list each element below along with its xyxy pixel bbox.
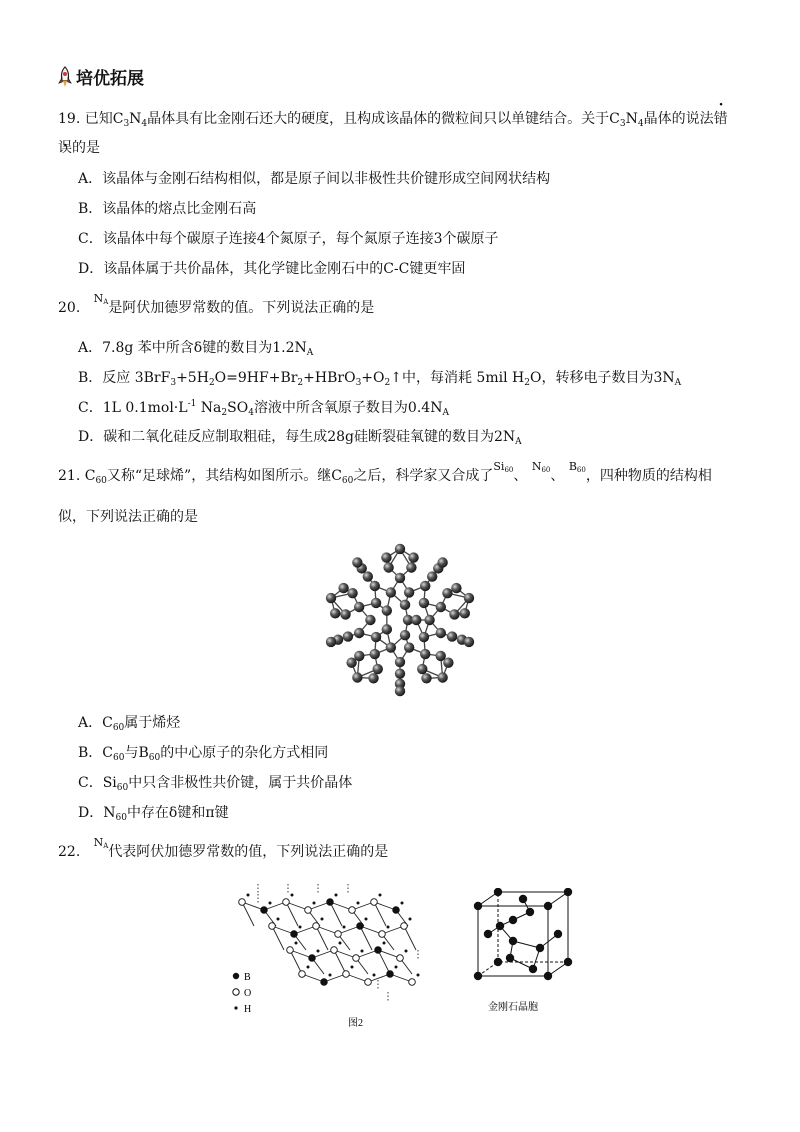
oxygen-atom [349,907,356,914]
hydrogen-atom [247,894,250,897]
c60-carbon-atom [460,608,470,618]
diamond-unit-cell-figure [468,888,578,1018]
q21-option-b: B．$C_{60}$与$B_{60}$的中心原子的杂化方式相同 [78,745,329,763]
c60-carbon-atom [370,581,380,591]
c60-carbon-atom [420,649,430,659]
oxygen-atom [371,899,378,906]
hydrogen-atom [409,918,412,921]
carbon-atom [474,902,482,910]
c60-carbon-atom [330,608,340,618]
boron-atom [387,971,394,978]
carbon-atom [506,954,514,962]
hydrogen-atom [335,894,338,897]
q21-option-a: A．$C_{60}$属于烯烃 [78,715,181,733]
c60-carbon-atom [437,557,447,567]
c60-carbon-atom [437,672,447,682]
boron-atom [357,923,364,930]
c60-carbon-atom [326,593,336,603]
boron-atom [393,907,400,914]
c60-carbon-atom [419,598,429,608]
carbon-atom [519,895,527,903]
c60-carbon-atom [420,581,430,591]
hydrogen-atom [277,918,280,921]
carbon-atom [554,930,562,938]
c60-carbon-atom [424,615,434,625]
c60-carbon-atom [383,562,393,572]
c60-carbon-atom [447,631,457,641]
oxygen-atom [379,931,386,938]
hydrogen-atom [395,966,398,969]
c60-carbon-atom [417,664,427,674]
q19-option-a: A．该晶体与金刚石结构相似，都是原子间以非极性共价键形成空间网状结构 [78,171,551,187]
c60-carbon-atom [451,583,461,593]
c60-carbon-atom [395,573,405,583]
boric-acid-structure-figure [228,880,428,1030]
c60-carbon-atom [400,600,410,610]
hydrogen-atom [291,894,294,897]
hydrogen-atom [313,902,316,905]
boron-atom [291,931,298,938]
oxygen-atom [283,899,290,906]
oxygen-atom [353,955,360,962]
c60-carbon-atom [404,642,414,652]
carbon-atom [564,888,572,896]
hydrogen-atom [373,974,376,977]
c60-carbon-atom [386,587,396,597]
hydrogen-atom [269,902,272,905]
boron-atom [375,947,382,954]
q20-option-a: A．7.8g 苯中所含δ键的数目为$1.2N_A$ [78,340,314,358]
c60-carbon-atom [338,583,348,593]
oxygen-atom [331,947,338,954]
hydrogen-atom [365,918,368,921]
carbon-atom [544,972,552,980]
carbon-atom [496,922,504,930]
oxygen-atom [287,947,294,954]
carbon-atom [544,902,552,910]
c60-carbon-atom [354,602,364,612]
q19-stem-line2: 误的是 [58,140,100,156]
q21-option-c: C．$Si_{60}$中只含非极性共价键，属于共价晶体 [78,775,353,793]
oxygen-atom [409,979,416,986]
q19-option-c: C．该晶体中每个碳原子连接4个氮原子，每个氮原子连接3个碳原子 [78,231,499,247]
carbon-atom [564,958,572,966]
c60-carbon-atom [347,588,357,598]
hydrogen-atom [379,894,382,897]
rocket-icon [56,66,74,88]
c60-carbon-atom [449,609,459,619]
oxygen-atom [397,955,404,962]
carbon-atom [536,944,544,952]
c60-carbon-atom [354,628,364,638]
c60-carbon-atom [395,657,405,667]
fig2-caption: 图2 [348,1018,363,1029]
carbon-atom [474,972,482,980]
c60-carbon-atom [464,593,474,603]
oxygen-atom [343,971,350,978]
c60-carbon-atom [352,557,362,567]
c60-carbon-atom [395,686,405,696]
c60-carbon-atom [464,637,474,647]
q20-stem: 20. $N_A$是阿伏加德罗常数的值。下列说法正确的是 [58,292,375,316]
c60-carbon-atom [343,631,353,641]
hydrogen-atom [361,950,364,953]
carbon-atom [509,916,517,924]
hydrogen-atom [343,926,346,929]
c60-carbon-atom [443,658,453,668]
oxygen-atom [299,971,306,978]
c60-carbon-atom [368,673,378,683]
oxygen-atom [305,907,312,914]
c60-carbon-atom [400,630,410,640]
oxygen-atom [239,899,246,906]
q21-option-d: D．$N_{60}$中存在δ键和π键 [78,805,229,823]
boron-atom [261,907,268,914]
q21-stem-line2: 似，下列说法正确的是 [58,509,198,525]
oxygen-atom [269,923,276,930]
q19-stem: 19. 已知$C_3N_4$晶体具有比金刚石还大的硬度，且构成该晶体的微粒间只以单键结合。关于$C_3N_4$晶体的说法错 [58,111,728,129]
hydrogen-atom [417,974,420,977]
c60-carbon-atom [371,632,381,642]
c60-carbon-atom [371,598,381,608]
c60-carbon-atom [386,642,396,652]
carbon-atom [494,958,502,966]
hydrogen-atom [321,918,324,921]
oxygen-atom [365,979,372,986]
oxygen-atom [401,923,408,930]
boron-atom [321,979,328,986]
q19-option-b: B．该晶体的熔点比金刚石高 [78,201,257,217]
c60-carbon-atom [365,615,375,625]
c60-carbon-atom [352,672,362,682]
carbon-atom [526,908,534,916]
c60-carbon-atom [411,615,421,625]
na-symbol: $N_A$ [93,292,109,306]
q20-option-d: D．碳和二氧化硅反应制取粗硅，每生成28g硅断裂硅氧键的数目为$2N_A$ [78,429,522,447]
hydrogen-atom [339,942,342,945]
boron-atom [327,899,334,906]
hydrogen-atom [383,942,386,945]
na-symbol: $N_A$ [93,836,109,850]
carbon-atom [494,888,502,896]
figure-legend [233,972,251,1015]
emphasis-mark: 错 [713,111,728,127]
oxygen-atom [313,923,320,930]
c60-carbon-atom [421,673,431,683]
hydrogen-atom [329,974,332,977]
c60-carbon-atom [373,664,383,674]
c60-carbon-atom [382,605,392,615]
hydrogen-atom [405,950,408,953]
c60-carbon-atom [381,552,391,562]
q20-option-c: C．1L $0.1mol\cdot L^{-1}$ $Na_2SO_4$溶液中所含氧原子数目为$0.4N_A$ [78,399,449,418]
carbon-atom [529,965,537,973]
svg-text:H: H [244,1004,252,1015]
brand-text: 培优拓展 [76,69,144,89]
c60-carbon-atom [442,588,452,598]
q19-option-d: D．该晶体属于共价晶体，其化学键比金刚石中的C-C键更牢固 [78,261,466,277]
c60-carbon-atom [326,637,336,647]
c60-carbon-atom [408,552,418,562]
c60-carbon-atom [406,562,416,572]
oxygen-atom [335,931,342,938]
c60-carbon-atom [395,668,405,678]
hydrogen-atom [387,926,390,929]
svg-text:B: B [244,972,251,983]
c60-carbon-atom [395,544,405,554]
hydrogen-atom [401,902,404,905]
c60-carbon-atom [382,624,392,634]
carbon-atom [484,930,492,938]
hydrogen-atom [307,966,310,969]
q21-stem: 21. $C_{60}$又称“足球烯”，其结构如图所示。继$C_{60}$之后，科学家又合成了$Si_{60}$、 $N_{60}$、 $B_{60}$，四种物质的结构相 [58,460,712,486]
q22-stem: 22. $N_A$代表阿伏加德罗常数的值，下列说法正确的是 [58,836,389,860]
c60-carbon-atom [346,658,356,668]
svg-text:O: O [244,988,252,999]
hydrogen-atom [357,902,360,905]
carbon-atom [509,937,517,945]
c60-carbon-atom [436,628,446,638]
hydrogen-atom [351,966,354,969]
c60-carbon-atom [436,602,446,612]
fullerene-c60-figure [318,538,482,702]
bond [404,926,416,950]
boron-atom [309,955,316,962]
q20-option-b: B．反应 $3BrF_3+5H_2O=9HF+Br_2+HBrO_3+O_2↑$中，每消耗 5mil $H_2O$，转移电子数目为$3N_A$ [78,370,682,388]
hydrogen-atom [295,942,298,945]
c60-carbon-atom [404,587,414,597]
c60-carbon-atom [370,649,380,659]
diamond-caption: 金刚石晶胞 [488,1002,538,1013]
c60-carbon-atom [419,632,429,642]
c60-carbon-atom [340,609,350,619]
brand-logo [56,64,144,89]
hydrogen-atom [299,926,302,929]
hydrogen-atom [317,950,320,953]
